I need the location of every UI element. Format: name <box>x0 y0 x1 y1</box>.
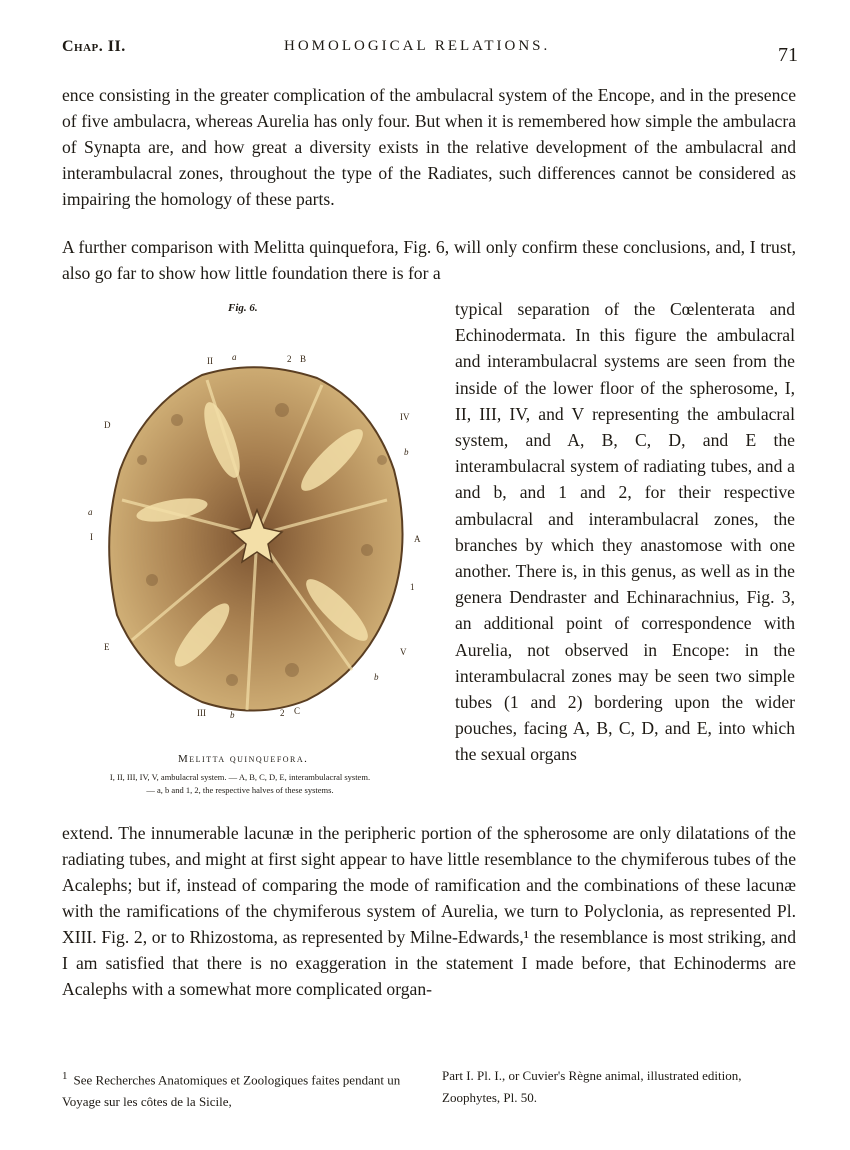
svg-text:b: b <box>230 710 235 720</box>
chapter-label: Chap. II. <box>62 38 126 55</box>
svg-text:B: B <box>300 354 307 364</box>
figure-label: Fig. 6. <box>228 302 258 314</box>
svg-text:1: 1 <box>410 582 415 592</box>
figure-caption <box>30 771 450 797</box>
svg-text:a: a <box>232 352 237 362</box>
page-header <box>62 36 798 66</box>
footnote-right: Part I. Pl. I., or Cuvier's Règne animal, illustrated edition, Zoophytes, Pl. 50. <box>442 1068 742 1105</box>
svg-text:b: b <box>404 447 409 457</box>
paragraph-1: ence consisting in the greater complication of the ambulacral system of the Encope, and in the presence of five ambulacra, whereas Aurelia has only four. But when it is remembered how simple the ambulacra of Synapta are, and how great a diversity exists in the relative development of the ambulacral and interambulacral zones, throughout the type of the Radiates, such differences cannot be considered as impairing the homology of these parts. <box>62 85 796 209</box>
footnote-left-text: See Recherches Anatomiques et Zoologiques faites pendant un Voyage sur les côtes de la Sicile, <box>62 1072 401 1110</box>
svg-text:III: III <box>197 708 206 718</box>
figure-caption-line-1: I, II, III, IV, V, ambulacral system. — A, B, C, D, E, interambulacral system. <box>109 772 371 782</box>
figure-caption-title: Melitta quinquefora. <box>178 753 309 765</box>
figure-caption-line-2: — a, b and 1, 2, the respective halves of these systems. <box>146 785 334 795</box>
paragraph-3: extend. The innumerable lacunæ in the peripheric portion of the spherosome are only dilatations of the radiating tubes, and might at first sight appear to have little resemblance to the chymiferous tubes of the Acalephs; but if, instead of comparing the mode of ramification and the combinations of these lacunæ with the ramifications of the chymiferous system of Aurelia, we turn to Polyclonia, as represented Pl. XIII. Fig. 2, or to Rhizostoma, as represented by Milne-Edwards,¹ the resemblance is most striking, and I am satisfied that there is no exaggeration in the statement I made before, that Echinoderms are Acalephs with a somewhat more complicated organ- <box>62 823 796 999</box>
svg-text:I: I <box>90 532 93 542</box>
page-number: 71 <box>778 44 798 66</box>
wrapped-paragraph: typical separation of the Cœlenterata and Echinodermata. In this figure the ambulacral and interambulacral systems are seen from the inside of the lower floor of the spherosome, I, II, III, IV, and V representing the ambulacral system, and A, B, C, D, and E the interambulacral system of radiating tubes, and a and b, and 1 and 2, for their respective ambulacral and interambulacral zones, the branches by which they anastomose with one another. There is, in this genus, as well as in the genera Dendraster and Echinarachnius, Fig. 3, an additional point of correspondence with Aurelia, not observed in Encope: in the interambulacral zones may be seen two simple tubes (1 and 2) bordering upon the wider pouches, facing A, B, C, D, and E, into which the sexual organs <box>455 299 795 765</box>
svg-text:b: b <box>374 672 379 682</box>
footnote-marker: 1 <box>62 1070 68 1082</box>
running-title: HOMOLOGICAL RELATIONS. <box>284 38 551 54</box>
paragraph-2: A further comparison with Melitta quinquefora, Fig. 6, will only confirm these conclusions, and, I trust, also go far to show how little foundation there is for a <box>62 237 796 283</box>
svg-text:A: A <box>414 534 421 544</box>
footnote-left <box>62 1065 422 1113</box>
svg-text:a: a <box>88 507 93 517</box>
svg-text:IV: IV <box>400 412 410 422</box>
svg-text:2: 2 <box>280 708 285 718</box>
svg-text:D: D <box>104 420 111 430</box>
svg-text:2: 2 <box>287 354 292 364</box>
melitta-figure <box>82 350 432 730</box>
svg-text:V: V <box>400 647 407 657</box>
svg-text:E: E <box>104 642 110 652</box>
svg-text:II: II <box>207 356 213 366</box>
svg-text:C: C <box>294 706 301 716</box>
